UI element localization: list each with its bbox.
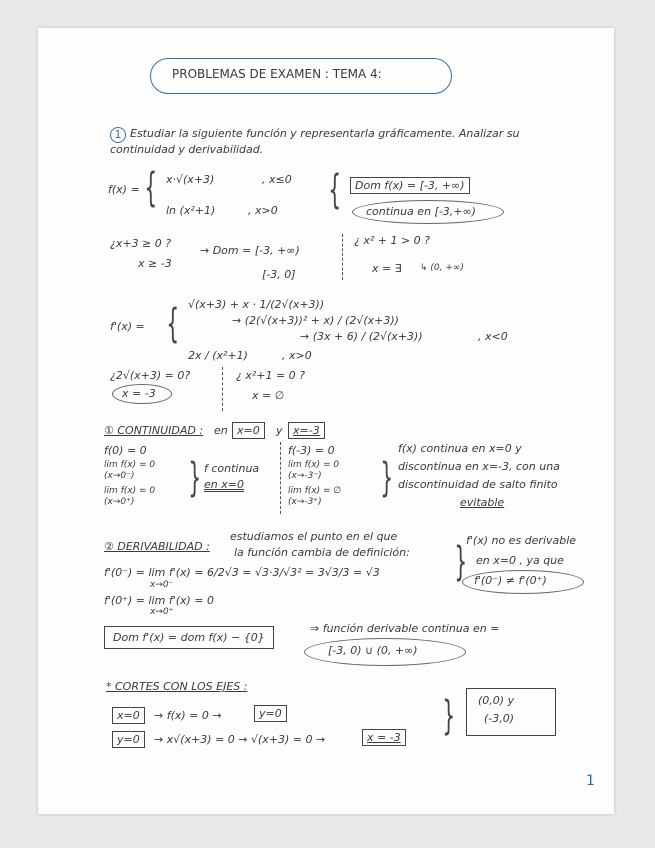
cont-m3: lim f(x) = ∅ (x→-3⁺) <box>288 486 342 507</box>
derivability-heading: ② DERIVABILIDAD : <box>104 540 210 553</box>
divider <box>342 234 343 280</box>
deriv-r2: en x=0 , ya que <box>476 554 564 567</box>
cont-r4: evitable <box>460 496 505 509</box>
point-box-1: x=0 <box>232 422 265 439</box>
point-box-2: x=-3 <box>288 422 325 439</box>
deriv-intro1: estudiamos el punto en el que <box>230 530 398 543</box>
cont-l1: f(0) = 0 <box>104 444 147 457</box>
axes-res2: (-3,0) <box>484 712 515 725</box>
axes-b3-box: x = -3 <box>362 729 406 746</box>
deriv-r3: f'(0⁻) ≠ f'(0⁺) <box>474 574 547 587</box>
fprime-lhs: f'(x) = <box>110 320 145 333</box>
axes-a2: → f(x) = 0 → <box>154 709 222 722</box>
brace: } <box>380 455 394 501</box>
deriv-c2: , x>0 <box>282 349 312 362</box>
deriv-concl2: [-3, 0) ∪ (0, +∞) <box>328 644 418 657</box>
cont-r2: discontinua en x=-3, con una <box>398 460 560 473</box>
page-title: PROBLEMAS DE EXAMEN : TEMA 4: <box>172 67 382 81</box>
axes-heading: * CORTES CON LOS EJES : <box>106 680 248 693</box>
cont-m2: lim f(x) = 0 (x→-3⁻) <box>288 460 340 481</box>
piece-1: x·√(x+3) <box>166 173 215 186</box>
axes-b2: → x√(x+3) = 0 → √(x+3) = 0 → <box>154 733 326 746</box>
cont-l2: lim f(x) = 0 (x→0⁻) <box>104 460 156 481</box>
cont-r3: discontinuidad de salto finito <box>398 478 558 491</box>
problem-statement-1: Estudiar la siguiente función y representarla gráficamente. Analizar su <box>130 127 520 140</box>
brace: { <box>328 167 342 213</box>
dom-q1: ¿x+3 ≥ 0 ? <box>110 237 172 250</box>
dom-1: → Dom = [-3, +∞) <box>200 244 300 257</box>
piece-2: ln (x²+1) <box>166 204 216 217</box>
axes-b1-box: y=0 <box>112 731 145 748</box>
deriv-l2-sub: x→0⁺ <box>150 607 174 617</box>
cont-l3: lim f(x) = 0 (x→0⁺) <box>104 486 156 507</box>
deriv-q1: ¿2√(x+3) = 0? <box>110 369 191 382</box>
cond-1: , x≤0 <box>262 173 292 186</box>
brace: { <box>166 301 180 347</box>
deriv-l1: f'(0⁻) = lim f'(x) = 6/2√3 = √3·3/√3² = 3√3/3 = √3 <box>104 566 380 579</box>
cont-r1: f(x) continua en x=0 y <box>398 442 522 455</box>
deriv-p3: → (3x + 6) / (2√(x+3)) <box>300 330 423 343</box>
continuity-and: y <box>276 424 283 437</box>
cont-c1: f continua <box>204 462 260 475</box>
deriv-p4: 2x / (x²+1) <box>188 349 248 362</box>
deriv-intro2: la función cambia de definición: <box>234 546 410 559</box>
deriv-c1: , x<0 <box>478 330 508 343</box>
deriv-p2: → (2(√(x+3))² + x) / (2√(x+3)) <box>232 314 399 327</box>
deriv-r1: f'(x) no es derivable <box>466 534 577 547</box>
deriv-concl1: ⇒ función derivable continua en = <box>310 622 500 635</box>
cont-c2: en x=0 <box>204 478 244 491</box>
deriv-q2: ¿ x²+1 = 0 ? <box>236 369 306 382</box>
domain-box: Dom f(x) = [-3, +∞) <box>350 177 470 194</box>
brace: { <box>144 165 158 211</box>
dom-a2: x = ∃ <box>372 262 402 275</box>
continua-text: continua en [-3,+∞) <box>366 205 476 218</box>
problem-statement-2: continuidad y derivabilidad. <box>110 143 264 156</box>
axes-a1-box: x=0 <box>112 707 145 724</box>
dom-a2b: ↳ (0, +∞) <box>420 263 464 273</box>
brace: } <box>188 455 202 501</box>
cont-m1: f(-3) = 0 <box>288 444 335 457</box>
deriv-l2: f'(0⁺) = lim f'(x) = 0 <box>104 594 215 607</box>
page-number: 1 <box>586 773 595 789</box>
deriv-a2: x = ∅ <box>252 389 285 402</box>
cond-2: , x>0 <box>248 204 278 217</box>
derivative-domain-box: Dom f'(x) = dom f(x) − {0} <box>104 626 274 649</box>
brace: } <box>442 693 456 739</box>
axes-a3-box: y=0 <box>254 705 287 722</box>
brace: } <box>454 539 468 585</box>
dom-2: [-3, 0] <box>262 268 296 281</box>
continuity-heading: ① CONTINUIDAD : <box>104 424 204 437</box>
divider <box>222 367 223 411</box>
f-lhs: f(x) = <box>108 183 140 196</box>
axes-res1: (0,0) y <box>478 694 515 707</box>
deriv-a1: x = -3 <box>122 387 156 400</box>
divider <box>280 442 281 514</box>
dom-a1: x ≥ -3 <box>138 257 172 270</box>
dom-q2: ¿ x² + 1 > 0 ? <box>354 234 431 247</box>
problem-number: 1 <box>110 127 126 143</box>
deriv-p1: √(x+3) + x · 1/(2√(x+3)) <box>188 298 325 311</box>
deriv-l1-sub: x→0⁻ <box>150 580 174 590</box>
continuity-at: en <box>214 424 228 437</box>
